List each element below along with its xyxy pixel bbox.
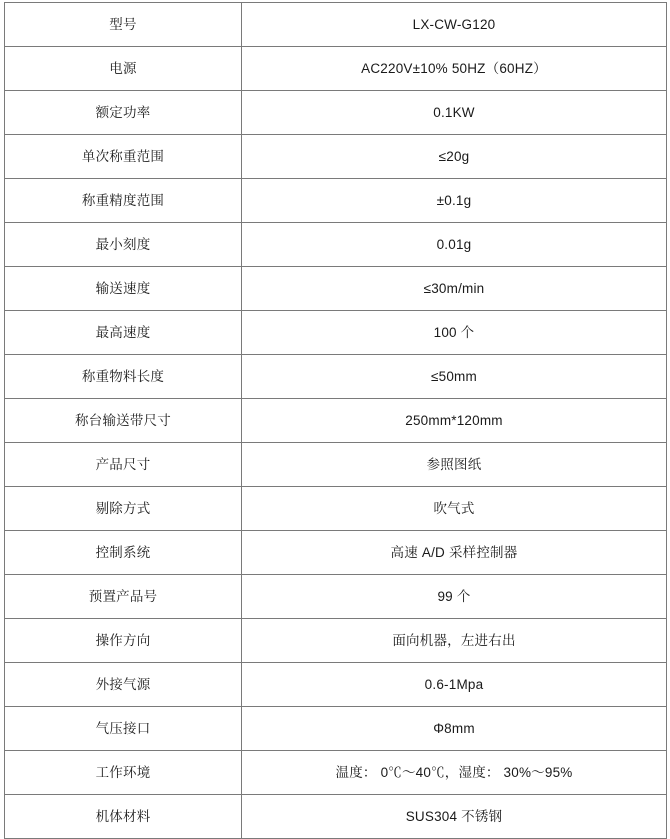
spec-value: ≤20g (242, 135, 667, 179)
spec-label: 操作方向 (5, 619, 242, 663)
specification-table-body (5, 3, 667, 839)
spec-label: 单次称重范围 (5, 135, 242, 179)
table-row (5, 399, 667, 443)
spec-value: SUS304 不锈钢 (242, 795, 667, 839)
spec-value: AC220V±10% 50HZ（60HZ） (242, 47, 667, 91)
spec-value: 温度： 0℃～40℃，湿度： 30%～95% (242, 751, 667, 795)
table-row (5, 751, 667, 795)
table-row (5, 619, 667, 663)
table-row (5, 707, 667, 751)
table-row (5, 135, 667, 179)
table-row (5, 267, 667, 311)
spec-value: 0.1KW (242, 91, 667, 135)
table-row (5, 663, 667, 707)
spec-label: 称台输送带尺寸 (5, 399, 242, 443)
spec-label: 输送速度 (5, 267, 242, 311)
spec-label: 最高速度 (5, 311, 242, 355)
spec-label: 机体材料 (5, 795, 242, 839)
spec-value: 0.6-1Mpa (242, 663, 667, 707)
table-row (5, 531, 667, 575)
specification-table (4, 2, 667, 839)
spec-value: LX-CW-G120 (242, 3, 667, 47)
table-row (5, 91, 667, 135)
spec-value: 面向机器，左进右出 (242, 619, 667, 663)
spec-label: 气压接口 (5, 707, 242, 751)
spec-label: 产品尺寸 (5, 443, 242, 487)
spec-value: 99 个 (242, 575, 667, 619)
spec-label: 控制系统 (5, 531, 242, 575)
spec-value: ±0.1g (242, 179, 667, 223)
table-row (5, 223, 667, 267)
table-row (5, 487, 667, 531)
table-row (5, 179, 667, 223)
table-row (5, 355, 667, 399)
spec-value: ≤30m/min (242, 267, 667, 311)
spec-label: 工作环境 (5, 751, 242, 795)
table-row (5, 311, 667, 355)
spec-label: 最小刻度 (5, 223, 242, 267)
spec-value: 高速 A/D 采样控制器 (242, 531, 667, 575)
spec-value: 0.01g (242, 223, 667, 267)
spec-label: 外接气源 (5, 663, 242, 707)
spec-value: 吹气式 (242, 487, 667, 531)
spec-value: 100 个 (242, 311, 667, 355)
spec-label: 型号 (5, 3, 242, 47)
table-row (5, 795, 667, 839)
spec-value: ≤50mm (242, 355, 667, 399)
table-row (5, 575, 667, 619)
spec-label: 剔除方式 (5, 487, 242, 531)
table-row (5, 443, 667, 487)
table-row (5, 47, 667, 91)
spec-value: 参照图纸 (242, 443, 667, 487)
spec-label: 电源 (5, 47, 242, 91)
table-row (5, 3, 667, 47)
spec-label: 预置产品号 (5, 575, 242, 619)
spec-label: 称重物料长度 (5, 355, 242, 399)
spec-label: 额定功率 (5, 91, 242, 135)
spec-label: 称重精度范围 (5, 179, 242, 223)
spec-value: 250mm*120mm (242, 399, 667, 443)
spec-value: Φ8mm (242, 707, 667, 751)
